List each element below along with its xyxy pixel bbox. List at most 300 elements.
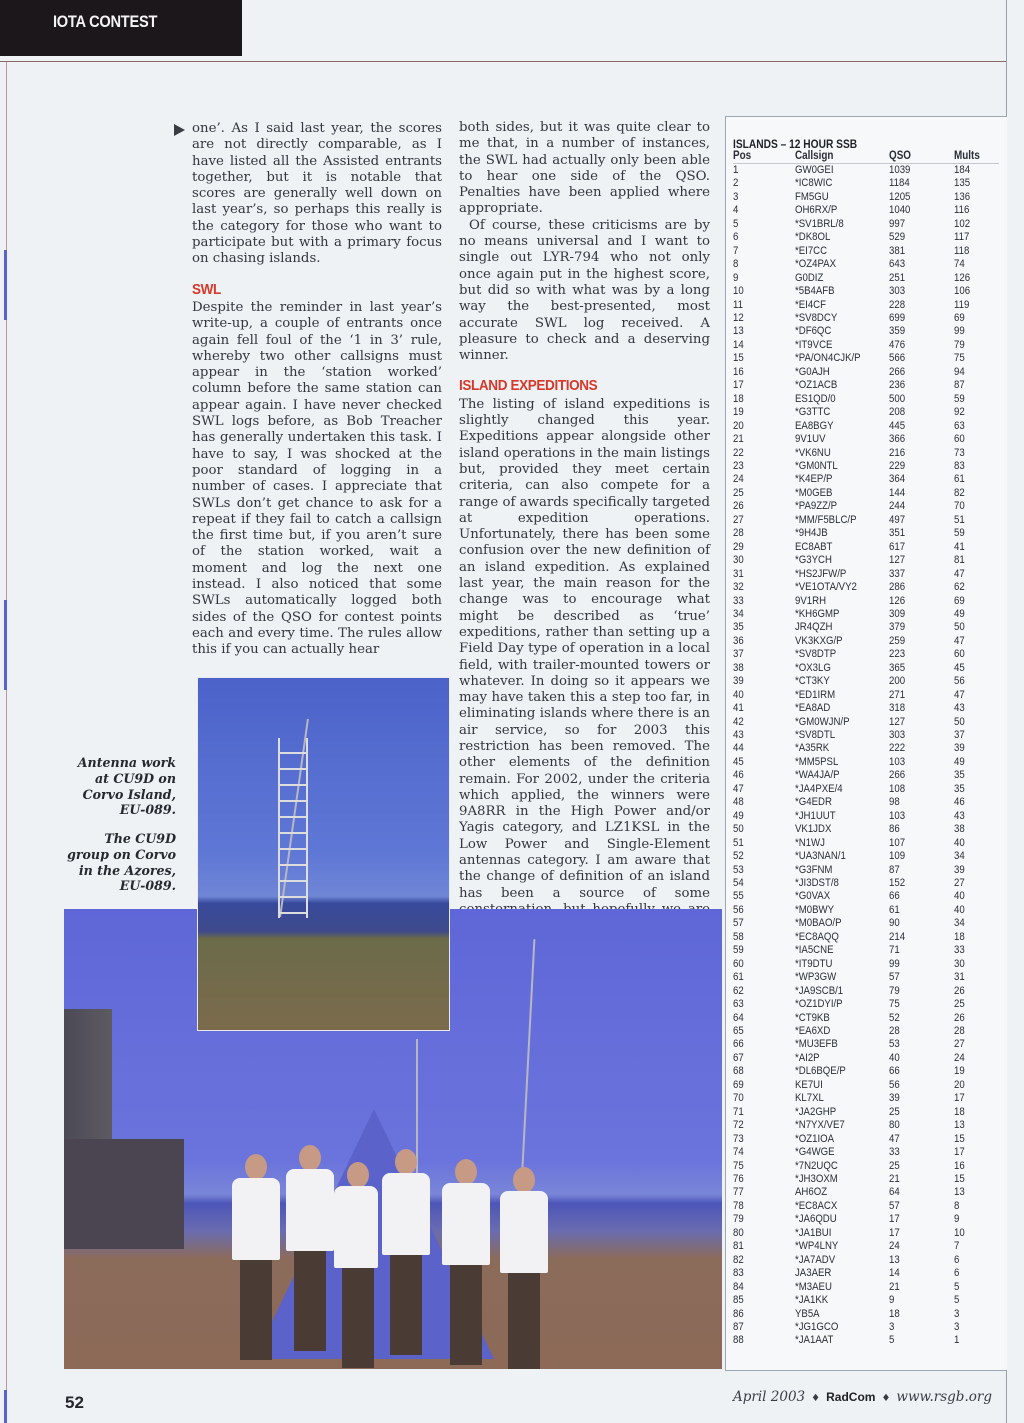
row-mults: 13 <box>954 1119 965 1132</box>
swl-heading: SWL <box>192 280 221 298</box>
row-position: 82 <box>733 1253 744 1266</box>
row-mults: 20 <box>954 1078 965 1091</box>
table-row <box>733 810 999 823</box>
row-position: 66 <box>733 1038 744 1051</box>
row-mults: 7 <box>954 1240 960 1253</box>
row-qso: 476 <box>889 338 906 351</box>
row-position: 68 <box>733 1065 744 1078</box>
table-row <box>733 514 999 527</box>
row-position: 61 <box>733 971 744 984</box>
row-qso: 351 <box>889 527 906 540</box>
row-qso: 643 <box>889 258 906 271</box>
row-qso: 303 <box>889 285 906 298</box>
row-qso: 64 <box>889 1186 900 1199</box>
row-mults: 81 <box>954 554 965 567</box>
row-callsign: *M3AEU <box>795 1280 832 1293</box>
row-qso: 21 <box>889 1280 900 1293</box>
row-qso: 364 <box>889 473 906 486</box>
table-row <box>733 1092 999 1105</box>
table-row <box>733 1160 999 1173</box>
row-mults: 6 <box>954 1267 960 1280</box>
row-position: 56 <box>733 903 744 916</box>
column-header-callsign: Callsign <box>795 150 889 164</box>
table-row <box>733 904 999 917</box>
table-row <box>733 716 999 729</box>
table-row <box>733 272 999 285</box>
row-position: 55 <box>733 890 744 903</box>
row-mults: 92 <box>954 406 965 419</box>
table-row <box>733 864 999 877</box>
row-qso: 80 <box>889 1119 900 1132</box>
row-position: 73 <box>733 1132 744 1145</box>
row-callsign: *EI7CC <box>795 244 828 257</box>
row-qso: 152 <box>889 877 906 890</box>
row-position: 80 <box>733 1226 744 1239</box>
table-row <box>733 837 999 850</box>
table-row <box>733 689 999 702</box>
row-qso: 75 <box>889 998 900 1011</box>
team-member <box>286 1145 334 1355</box>
island-expeditions-heading: ISLAND EXPEDITIONS <box>459 377 598 395</box>
row-qso: 216 <box>889 446 906 459</box>
table-row <box>733 366 999 379</box>
row-qso: 56 <box>889 1078 900 1091</box>
row-mults: 51 <box>954 513 965 526</box>
row-qso: 86 <box>889 823 900 836</box>
row-mults: 26 <box>954 1011 965 1024</box>
row-position: 86 <box>733 1307 744 1320</box>
row-mults: 24 <box>954 1051 965 1064</box>
table-header-row <box>733 150 999 164</box>
row-qso: 303 <box>889 729 906 742</box>
row-position: 48 <box>733 796 744 809</box>
row-mults: 63 <box>954 419 965 432</box>
row-position: 50 <box>733 823 744 836</box>
table-row <box>733 245 999 258</box>
row-callsign: KL7XL <box>795 1092 824 1105</box>
team-member <box>232 1154 280 1364</box>
table-row <box>733 420 999 433</box>
table-row <box>733 662 999 675</box>
table-row <box>733 890 999 903</box>
table-row <box>733 917 999 930</box>
margin-color-mark <box>4 250 7 320</box>
row-position: 84 <box>733 1280 744 1293</box>
table-row <box>733 1213 999 1226</box>
stone-wall <box>64 1139 184 1249</box>
row-callsign: *9H4JB <box>795 527 828 540</box>
table-row <box>733 675 999 688</box>
row-callsign: *IA5CNE <box>795 944 834 957</box>
row-callsign: OH6RX/P <box>795 204 838 217</box>
table-row <box>733 1281 999 1294</box>
row-position: 3 <box>733 190 739 203</box>
row-qso: 108 <box>889 782 906 795</box>
row-qso: 17 <box>889 1226 900 1239</box>
row-mults: 119 <box>954 298 970 311</box>
row-mults: 47 <box>954 634 965 647</box>
row-callsign: *JA1AAT <box>795 1334 834 1347</box>
row-callsign: *OZ1ACB <box>795 379 838 392</box>
row-position: 87 <box>733 1320 744 1333</box>
article-paragraph: The listing of island expeditions is slightly changed this year. Expeditions appear alongside other island operations in the main listings but, provided they meet certain criteria, can also compete for a range of awards specifically targeted at expedition operations. Unfortunately, there has been some confusion over the new definition of an island expedition. As explained last year, the main reason for the change was to encourage what might be described as ‘true’ expeditions, rather than setting up a Field Day type of operation in a local field, with trailer-mounted towers or whatever. In doing so it appears we may have taken this a step too far, in eliminating islands where there is an air service, so for 2003 this restriction has been removed. The other elements of the definition remain. For 2002, under the criteria which applied, the winners were 9A8RR in the High Power and/or Yagis category, and LZ1KSL in the Low Power and Single-Element antennas category. I am aware that the change of definition of an island has been a source of some <box>459 396 710 901</box>
row-callsign: *WA4JA/P <box>795 769 840 782</box>
row-position: 59 <box>733 944 744 957</box>
column-header-pos: Pos <box>733 150 795 164</box>
article-paragraph: one’. As I said last year, the scores are not directly comparable, as I have listed all the Assisted entrants together, but it is notable that scores are generally well down on last year’s, so perhaps this really is the category for those who want to participate but with a primary focus on chasing islands. <box>192 121 442 267</box>
row-mults: 17 <box>954 1092 965 1105</box>
row-mults: 135 <box>954 177 971 190</box>
table-row <box>733 527 999 540</box>
team-member <box>500 1167 548 1369</box>
section-header <box>0 0 242 56</box>
table-row <box>733 177 999 190</box>
row-position: 37 <box>733 648 744 661</box>
row-mults: 26 <box>954 984 965 997</box>
row-qso: 1040 <box>889 204 911 217</box>
row-qso: 318 <box>889 702 906 715</box>
table-row <box>733 1240 999 1253</box>
row-mults: 49 <box>954 607 965 620</box>
row-mults: 99 <box>954 325 965 338</box>
row-position: 44 <box>733 742 744 755</box>
row-position: 27 <box>733 513 744 526</box>
row-qso: 127 <box>889 715 906 728</box>
table-row <box>733 796 999 809</box>
row-position: 26 <box>733 500 744 513</box>
row-qso: 566 <box>889 352 906 365</box>
table-row <box>733 1254 999 1267</box>
row-callsign: *JA9SCB/1 <box>795 984 844 997</box>
row-callsign: *EC8ACX <box>795 1199 838 1212</box>
table-row <box>733 339 999 352</box>
row-position: 1 <box>733 164 739 176</box>
row-qso: 39 <box>889 1092 900 1105</box>
table-row <box>733 944 999 957</box>
row-mults: 41 <box>954 540 965 553</box>
row-callsign: *JH1UUT <box>795 809 836 822</box>
table-row <box>733 406 999 419</box>
diamond-separator-icon: ♦ <box>811 1393 821 1404</box>
row-callsign: *HS2JFW/P <box>795 567 847 580</box>
row-qso: 28 <box>889 1025 900 1037</box>
row-mults: 31 <box>954 971 965 984</box>
main-photo-caption: The CU9D group on Corvo in the Azores, EU-089. <box>67 831 176 894</box>
row-callsign: JR4QZH <box>795 621 833 634</box>
row-qso: 40 <box>889 1051 900 1064</box>
row-mults: 56 <box>954 675 965 688</box>
row-position: 31 <box>733 567 744 580</box>
row-mults: 40 <box>954 890 965 903</box>
row-mults: 15 <box>954 1172 965 1185</box>
row-callsign: *A35RK <box>795 742 830 755</box>
row-callsign: *OZ4PAX <box>795 258 836 271</box>
row-mults: 116 <box>954 204 970 217</box>
row-position: 83 <box>733 1267 744 1280</box>
row-mults: 102 <box>954 217 971 230</box>
row-position: 4 <box>733 204 739 217</box>
row-position: 39 <box>733 675 744 688</box>
row-callsign: FM5GU <box>795 190 829 203</box>
table-row <box>733 1173 999 1186</box>
row-mults: 73 <box>954 446 965 459</box>
table-row <box>733 473 999 486</box>
row-qso: 266 <box>889 769 906 782</box>
row-qso: 359 <box>889 325 906 338</box>
table-row <box>733 931 999 944</box>
row-position: 19 <box>733 406 744 419</box>
row-mults: 62 <box>954 581 965 594</box>
row-mults: 3 <box>954 1307 960 1320</box>
inset-photo-caption: Antenna work at CU9D on Corvo Island, EU-089. <box>77 755 176 818</box>
table-row <box>733 1334 999 1347</box>
row-callsign: *K4EP/P <box>795 473 833 486</box>
table-row <box>733 285 999 298</box>
row-mults: 60 <box>954 433 965 446</box>
row-position: 77 <box>733 1186 744 1199</box>
table-row <box>733 460 999 473</box>
publication-name: RadCom <box>826 1390 876 1404</box>
row-qso: 33 <box>889 1146 900 1159</box>
row-mults: 5 <box>954 1280 960 1293</box>
row-qso: 25 <box>889 1105 900 1118</box>
table-row <box>733 191 999 204</box>
row-qso: 127 <box>889 554 906 567</box>
row-callsign: *G4EDR <box>795 796 832 809</box>
row-callsign: *AI2P <box>795 1051 820 1064</box>
row-callsign: *MM/F5BLC/P <box>795 513 857 526</box>
row-mults: 30 <box>954 957 965 970</box>
row-position: 76 <box>733 1172 744 1185</box>
row-mults: 118 <box>954 244 970 257</box>
row-qso: 236 <box>889 379 906 392</box>
row-position: 54 <box>733 877 744 890</box>
row-mults: 13 <box>954 1186 965 1199</box>
row-mults: 61 <box>954 473 965 486</box>
margin-color-mark <box>4 1390 7 1423</box>
row-mults: 87 <box>954 379 965 392</box>
row-position: 70 <box>733 1092 744 1105</box>
column-header-qso: QSO <box>889 150 954 164</box>
row-position: 10 <box>733 285 744 298</box>
row-position: 79 <box>733 1213 744 1226</box>
row-callsign: *G4WGE <box>795 1146 835 1159</box>
row-position: 29 <box>733 540 744 553</box>
row-qso: 251 <box>889 271 906 284</box>
row-position: 22 <box>733 446 744 459</box>
row-mults: 37 <box>954 729 965 742</box>
row-callsign: *JA6QDU <box>795 1213 837 1226</box>
row-callsign: EA8BGY <box>795 419 834 432</box>
row-qso: 228 <box>889 298 906 311</box>
table-row <box>733 648 999 661</box>
row-qso: 244 <box>889 500 906 513</box>
row-callsign: *JH3OXM <box>795 1172 838 1185</box>
section-title: IOTA CONTEST <box>53 12 158 31</box>
row-mults: 47 <box>954 567 965 580</box>
row-position: 7 <box>733 244 739 257</box>
row-position: 33 <box>733 594 744 607</box>
row-qso: 25 <box>889 1159 900 1172</box>
table-row <box>733 769 999 782</box>
row-callsign: *PA/ON4CJK/P <box>795 352 861 365</box>
row-position: 81 <box>733 1240 744 1253</box>
row-mults: 9 <box>954 1213 960 1226</box>
row-position: 67 <box>733 1051 744 1064</box>
row-position: 74 <box>733 1146 744 1159</box>
table-row <box>733 218 999 231</box>
row-position: 88 <box>733 1334 744 1347</box>
row-callsign: *JA7ADV <box>795 1253 836 1266</box>
table-row <box>733 1227 999 1240</box>
row-qso: 445 <box>889 419 906 432</box>
row-qso: 14 <box>889 1267 900 1280</box>
row-qso: 99 <box>889 957 900 970</box>
row-callsign: G0DIZ <box>795 271 824 284</box>
row-callsign: *M0BAO/P <box>795 917 842 930</box>
row-qso: 21 <box>889 1172 900 1185</box>
row-mults: 6 <box>954 1253 960 1266</box>
row-callsign: *DF6QC <box>795 325 832 338</box>
row-mults: 18 <box>954 1105 965 1118</box>
row-qso: 90 <box>889 917 900 930</box>
row-callsign: *WP4LNY <box>795 1240 839 1253</box>
row-mults: 39 <box>954 742 965 755</box>
row-mults: 75 <box>954 352 965 365</box>
row-callsign: *CT9KB <box>795 1011 830 1024</box>
row-mults: 3 <box>954 1320 960 1333</box>
team-member <box>334 1162 378 1369</box>
table-row <box>733 299 999 312</box>
row-callsign: *SV8DTL <box>795 729 836 742</box>
row-mults: 136 <box>954 190 971 203</box>
row-qso: 366 <box>889 433 906 446</box>
table-row <box>733 1065 999 1078</box>
row-callsign: *SV8DTP <box>795 648 837 661</box>
row-callsign: *EA6XD <box>795 1025 831 1037</box>
row-position: 46 <box>733 769 744 782</box>
row-qso: 229 <box>889 459 906 472</box>
row-callsign: *JA2GHP <box>795 1105 837 1118</box>
row-callsign: KE7UI <box>795 1078 823 1091</box>
table-row <box>733 635 999 648</box>
row-position: 85 <box>733 1294 744 1307</box>
row-callsign: *ED1IRM <box>795 688 836 701</box>
table-row <box>733 352 999 365</box>
row-qso: 109 <box>889 850 906 863</box>
row-position: 42 <box>733 715 744 728</box>
row-mults: 15 <box>954 1132 965 1145</box>
row-callsign: *G3YCH <box>795 554 832 567</box>
row-mults: 79 <box>954 338 965 351</box>
row-mults: 50 <box>954 621 965 634</box>
row-callsign: *G3TTC <box>795 406 831 419</box>
row-callsign: *EI4CF <box>795 298 827 311</box>
row-callsign: *MM5PSL <box>795 755 839 768</box>
row-position: 69 <box>733 1078 744 1091</box>
row-qso: 271 <box>889 688 906 701</box>
article-paragraph: Of course, these criticisms are by no means universal and I want to single out LYR-794 who not only once again put in the highest score, but did so with what was by a long way the best-presented, most accurate SWL log received. A pleasure to check and a deserving winner. <box>459 217 710 364</box>
row-position: 53 <box>733 863 744 876</box>
row-qso: 309 <box>889 607 906 620</box>
row-callsign: GW0GEI <box>795 164 834 176</box>
row-callsign: JA3AER <box>795 1267 832 1280</box>
row-mults: 69 <box>954 594 965 607</box>
row-qso: 47 <box>889 1132 900 1145</box>
row-qso: 17 <box>889 1213 900 1226</box>
row-position: 47 <box>733 782 744 795</box>
row-mults: 18 <box>954 930 965 943</box>
table-row <box>733 998 999 1011</box>
row-callsign: *N7YX/VE7 <box>795 1119 845 1132</box>
row-qso: 66 <box>889 890 900 903</box>
table-row <box>733 1321 999 1334</box>
row-qso: 103 <box>889 809 906 822</box>
row-position: 65 <box>733 1025 744 1037</box>
row-mults: 1 <box>954 1334 960 1347</box>
row-position: 28 <box>733 527 744 540</box>
row-mults: 59 <box>954 527 965 540</box>
row-callsign: *KH6GMP <box>795 607 840 620</box>
antenna-work-photo <box>197 677 450 1031</box>
table-row <box>733 541 999 554</box>
row-position: 78 <box>733 1199 744 1212</box>
row-mults: 106 <box>954 285 971 298</box>
row-callsign: *JG1GCO <box>795 1320 839 1333</box>
table-row <box>733 447 999 460</box>
table-row <box>733 204 999 217</box>
row-callsign: *PA9ZZ/P <box>795 500 838 513</box>
row-qso: 144 <box>889 486 906 499</box>
row-position: 9 <box>733 271 739 284</box>
row-qso: 500 <box>889 392 906 405</box>
row-callsign: *EC8AQQ <box>795 930 839 943</box>
row-qso: 286 <box>889 581 906 594</box>
table-row <box>733 729 999 742</box>
table-row <box>733 1106 999 1119</box>
table-row <box>733 1025 999 1038</box>
row-callsign: *JA1BUI <box>795 1226 832 1239</box>
row-mults: 184 <box>954 164 971 176</box>
table-row <box>733 231 999 244</box>
table-row <box>733 1200 999 1213</box>
diamond-separator-icon: ♦ <box>881 1393 891 1404</box>
row-position: 6 <box>733 231 739 244</box>
table-row <box>733 1267 999 1280</box>
row-mults: 117 <box>954 231 970 244</box>
team-member <box>382 1149 430 1359</box>
row-callsign: *DK8OL <box>795 231 831 244</box>
row-mults: 5 <box>954 1294 960 1307</box>
table-row <box>733 958 999 971</box>
table-row <box>733 783 999 796</box>
row-callsign: *G0VAX <box>795 890 831 903</box>
row-qso: 497 <box>889 513 906 526</box>
row-mults: 40 <box>954 903 965 916</box>
row-position: 30 <box>733 554 744 567</box>
row-mults: 33 <box>954 944 965 957</box>
row-position: 72 <box>733 1119 744 1132</box>
continuation-arrow-icon <box>174 124 185 136</box>
table-row <box>733 581 999 594</box>
row-position: 20 <box>733 419 744 432</box>
row-callsign: 9V1RH <box>795 594 827 607</box>
row-mults: 126 <box>954 271 971 284</box>
row-qso: 52 <box>889 1011 900 1024</box>
row-position: 49 <box>733 809 744 822</box>
row-position: 71 <box>733 1105 744 1118</box>
margin-color-mark <box>4 600 7 690</box>
